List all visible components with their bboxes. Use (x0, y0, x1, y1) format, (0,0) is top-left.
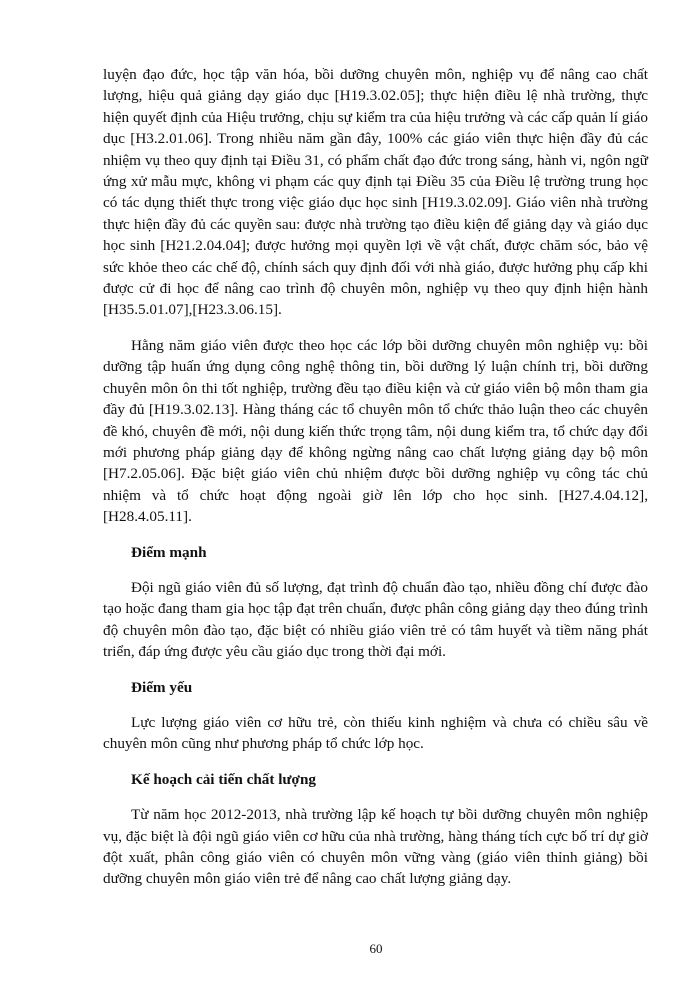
spacer (103, 563, 648, 577)
spacer (103, 755, 648, 769)
document-page (103, 64, 648, 890)
paragraph-weaknesses: Lực lượng giáo viên cơ hữu trẻ, còn thiếu kinh nghiệm và chưa có chiều sâu về chuyên môn cũng như phương pháp tổ chức lớp học. (103, 713, 648, 753)
heading-improvement-plan: Kế hoạch cải tiến chất lượng (131, 770, 317, 788)
paragraph-annual-training: Hằng năm giáo viên được theo học các lớp bồi dưỡng chuyên môn nghiệp vụ: bồi dưỡng tập huấn ứng dụng công nghệ thông tin, bồi dưỡng lý luận chính trị, bồi dưỡng chuyên môn ôn thi tốt nghiệp, trường đều tạo điều kiện và cử giáo viên bộ môn tham gia đầy đủ [H19.3.02.13]. Hàng tháng các tổ chuyên môn tổ chức thảo luận theo các chuyên đề khó, chuyên đề mới, nội dung kiến thức trọng tâm, nội dung kiểm tra, tổ chức dạy đổi mới phương pháp giảng dạy để không ngừng nâng cao chất lượng giảng dạy bộ môn [H7.2.05.06]. Đặc biệt giáo viên chủ nhiệm được bồi dưỡng nghiệp vụ công tác chủ nhiệm và tổ chức hoạt động ngoài giờ lên lớp cho học sinh. [H27.4.04.12], [H28.4.05.11]. (103, 336, 648, 526)
paragraph-improvement-plan: Từ năm học 2012-2013, nhà trường lập kế hoạch tự bồi dưỡng chuyên môn nghiệp vụ, đặc biệt là đội ngũ giáo viên cơ hữu của nhà trường, hàng tháng tích cực bố trí dự giờ đột xuất, phân công giáo viên có chuyên môn vững vàng (giáo viên thỉnh giảng) bồi dưỡng chuyên môn giáo viên trẻ để nâng cao chất lượng giảng dạy. (103, 806, 648, 888)
paragraph-strengths: Đội ngũ giáo viên đủ số lượng, đạt trình độ chuẩn đào tạo, nhiều đồng chí được đào tạo hoặc đang tham gia học tập đạt trên chuẩn, được phân công giảng dạy theo đúng trình độ chuyên môn đào tạo, đặc biệt có nhiều giáo viên trẻ có tâm huyết và tiềm năng phát triển, đáp ứng được yêu cầu giáo dục trong thời đại mới. (103, 578, 648, 661)
heading-weaknesses: Điểm yếu (131, 678, 193, 696)
spacer (103, 663, 648, 677)
page-number: 60 (369, 941, 383, 956)
spacer (103, 698, 648, 712)
spacer (103, 528, 648, 542)
paragraph-teacher-duties: luyện đạo đức, học tập văn hóa, bồi dưỡng chuyên môn, nghiệp vụ để nâng cao chất lượng, hiệu quả giảng dạy giáo dục [H19.3.02.05]; thực hiện điều lệ nhà trường, thực hiện quyết định của Hiệu trưởng, chịu sự kiểm tra của hiệu trưởng và các cấp quản lí giáo dục [H3.2.01.06]. Trong nhiều năm gần đây, 100% các giáo viên thực hiện đầy đủ các nhiệm vụ theo quy định tại Điều 31, có phẩm chất đạo đức trong sáng, hành vi, ngôn ngữ ứng xử mẫu mực, không vi phạm các quy định tại Điều 35 của Điều lệ trường trung học có tác dụng thiết thực trong việc giáo dục học sinh [H19.3.02.09]. Giáo viên nhà trường thực hiện đầy đủ các quyền sau: được nhà trường tạo điều kiện để giảng dạy và giáo dục học sinh [H21.2.04.04]; được hưởng mọi quyền lợi về vật chất, được chăm sóc, bảo vệ sức khỏe theo các chế độ, chính sách quy định đối với nhà giáo, được hưởng phụ cấp khi được cử đi học để nâng cao trình độ chuyên môn, nghiệp vụ theo quy định hiện hành [H35.5.01.07],[H23.3.06.15]. (103, 66, 648, 319)
heading-strengths: Điểm mạnh (131, 543, 207, 561)
spacer (103, 790, 648, 804)
spacer (103, 321, 648, 335)
